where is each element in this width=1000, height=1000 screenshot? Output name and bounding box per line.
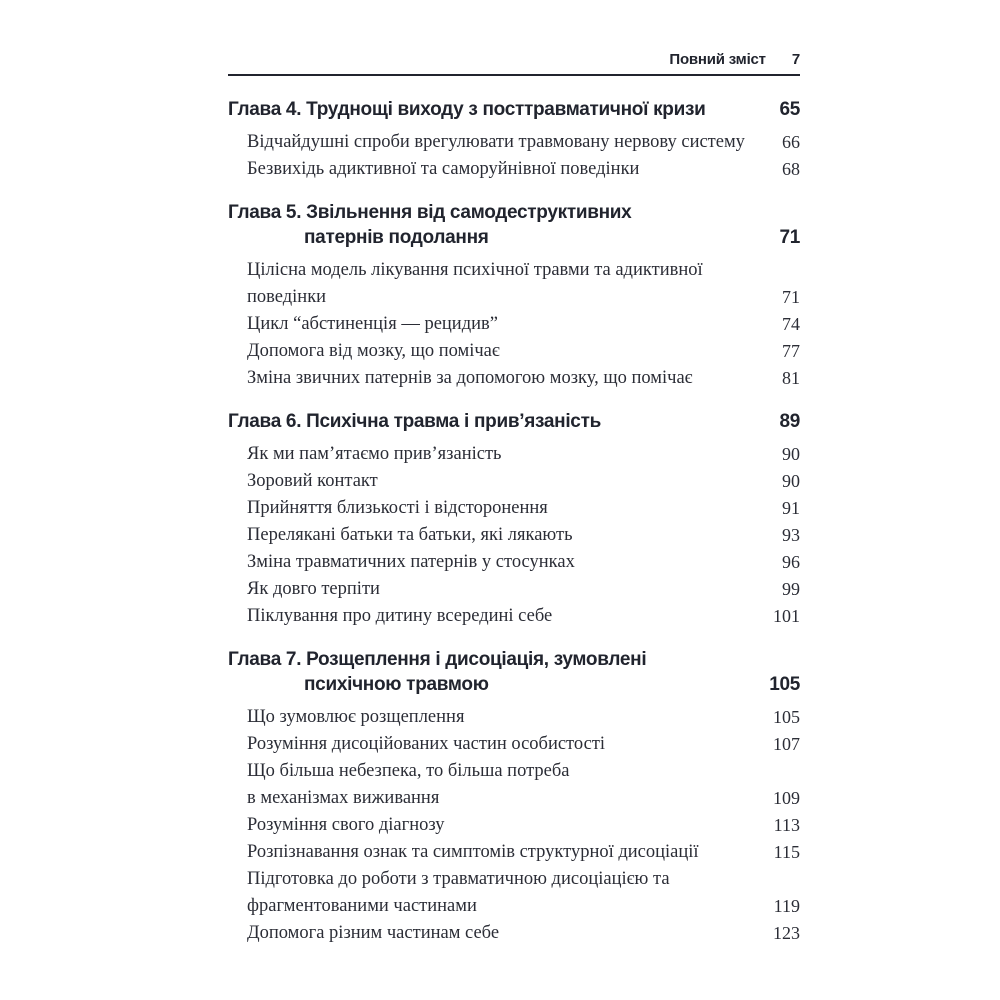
toc-entry-page: 77 (782, 341, 800, 361)
toc-entry-line: Допомога від мозку, що помічає (247, 341, 500, 361)
chapter-heading (228, 409, 800, 434)
toc-entry-page: 115 (773, 842, 800, 862)
toc-entry (228, 468, 800, 495)
header-page-number: 7 (791, 51, 800, 68)
toc-entry-line: Зміна звичних патернів за допомогою мозку, що помічає (247, 368, 693, 388)
toc-entry (228, 866, 800, 920)
toc-entry (228, 495, 800, 522)
toc-entry (228, 839, 800, 866)
chapter-heading (228, 647, 800, 697)
toc-entry-title (228, 576, 770, 603)
toc-chapter-7 (228, 647, 800, 947)
toc-entry-line: Цикл “абстиненція — рецидив” (247, 314, 498, 334)
toc-chapter-4 (228, 97, 800, 183)
toc-entry-page: 66 (782, 132, 800, 152)
toc-entry-title (228, 441, 770, 468)
toc-entry (228, 311, 800, 338)
toc-entry (228, 576, 800, 603)
toc-entry-line: Допомога різним частинам себе (247, 923, 500, 943)
toc-entry-line: Підготовка до роботи з травматичною дисоціацією та (247, 869, 670, 889)
toc-entry-line: Відчайдушні спроби врегулювати травмовану нервову систему (247, 132, 745, 152)
toc-entry-title (228, 758, 761, 812)
toc-entry-page: 81 (782, 368, 800, 388)
chapter-heading (228, 97, 800, 122)
toc-entry (228, 758, 800, 812)
toc-entry-line: Зміна травматичних патернів у стосунках (247, 552, 575, 572)
toc-entry-title (228, 731, 761, 758)
toc-entry-title (228, 156, 770, 183)
toc-entry-page: 101 (773, 606, 800, 626)
toc-entry-page: 96 (782, 552, 800, 572)
toc-entry-title (228, 129, 770, 156)
running-head: Повний зміст (669, 51, 766, 68)
chapter-page-number: 71 (779, 227, 800, 248)
toc-entry-line: Розуміння дисоційованих частин особистості (247, 734, 606, 754)
toc-entry (228, 704, 800, 731)
chapter-title-line: Глава 7. Розщеплення і дисоціація, зумовлені (228, 649, 647, 670)
chapter-title (228, 409, 767, 434)
toc-entry-page: 107 (773, 734, 800, 754)
toc-entry-page: 74 (782, 314, 800, 334)
toc-entry-page: 99 (782, 579, 800, 599)
toc-entry-line: Розпізнавання ознак та симптомів структурної дисоціації (247, 842, 699, 862)
toc-entry-page: 113 (773, 815, 800, 835)
chapter-title (228, 647, 757, 697)
toc-entry-line: в механізмах виживання (247, 788, 440, 808)
toc-entry-line: Як ми пам’ятаємо прив’язаність (247, 444, 502, 464)
chapter-title-line: Глава 4. Труднощі виходу з посттравматичної кризи (228, 99, 706, 120)
toc-entry-title (228, 468, 770, 495)
toc-entry (228, 731, 800, 758)
toc-entry-line: Цілісна модель лікування психічної травми та адиктивної (247, 260, 703, 280)
toc-entry-title (228, 311, 770, 338)
toc-entry-line: Перелякані батьки та батьки, які лякають (247, 525, 573, 545)
book-toc-page (228, 0, 800, 947)
toc-entry-line: Як довго терпіти (247, 579, 380, 599)
toc-entry-title (228, 365, 770, 392)
toc-entry-page: 105 (773, 707, 800, 727)
toc-entry (228, 522, 800, 549)
header-rule (228, 74, 800, 76)
chapter-title-line: патернів подолання (304, 227, 489, 248)
toc-entry-page: 90 (782, 471, 800, 491)
page-header (228, 50, 800, 70)
toc-entry-line: Що зумовлює розщеплення (247, 707, 465, 727)
toc-entry (228, 156, 800, 183)
toc-entry-title (228, 839, 762, 866)
chapter-page-number: 65 (779, 99, 800, 120)
toc-entry-title (228, 866, 762, 920)
toc-entry-line: поведінки (247, 287, 327, 307)
toc-entry-title (228, 522, 770, 549)
chapter-title (228, 97, 767, 122)
toc-entry (228, 441, 800, 468)
chapter-page-number: 89 (779, 411, 800, 432)
toc-entry-page: 109 (773, 788, 800, 808)
chapter-page-number: 105 (769, 674, 800, 695)
toc-entry-page: 123 (773, 923, 800, 943)
toc-entry-title (228, 549, 770, 576)
chapter-title-line: Глава 6. Психічна травма і прив’язаність (228, 411, 601, 432)
toc-entry (228, 129, 800, 156)
toc-entry-line: Піклування про дитину всередині себе (247, 606, 553, 626)
toc-entry-title (228, 812, 762, 839)
toc-entry-page: 71 (782, 287, 800, 307)
toc-entry-line: Безвихідь адиктивної та саморуйнівної поведінки (247, 159, 640, 179)
toc-entry-title (228, 495, 770, 522)
toc-entry-page: 68 (782, 159, 800, 179)
toc-entry (228, 365, 800, 392)
toc-entry-line: Розуміння свого діагнозу (247, 815, 445, 835)
toc-entry-title (228, 338, 770, 365)
toc-entry (228, 338, 800, 365)
toc-entry-page: 119 (773, 896, 800, 916)
toc-entry-line: фрагментованими частинами (247, 896, 477, 916)
toc-entry-title (228, 257, 770, 311)
toc-entry (228, 920, 800, 947)
toc-chapter-5 (228, 200, 800, 392)
toc-entry (228, 549, 800, 576)
toc-entry-page: 91 (782, 498, 800, 518)
toc-chapter-6 (228, 409, 800, 630)
toc-entry-line: Зоровий контакт (247, 471, 378, 491)
toc-entry-line: Прийняття близькості і відсторонення (247, 498, 548, 518)
chapter-title-line: психічною травмою (304, 674, 489, 695)
toc-entry (228, 257, 800, 311)
toc-entry-line: Що більша небезпека, то більша потреба (247, 761, 570, 781)
toc-entry-title (228, 603, 761, 630)
toc-entry-page: 90 (782, 444, 800, 464)
chapter-title-line: Глава 5. Звільнення від самодеструктивних (228, 202, 632, 223)
chapter-title (228, 200, 767, 250)
toc-entry (228, 812, 800, 839)
toc-entry-page: 93 (782, 525, 800, 545)
chapter-heading (228, 200, 800, 250)
toc-entry-title (228, 704, 761, 731)
toc-entry-title (228, 920, 761, 947)
toc-entry (228, 603, 800, 630)
